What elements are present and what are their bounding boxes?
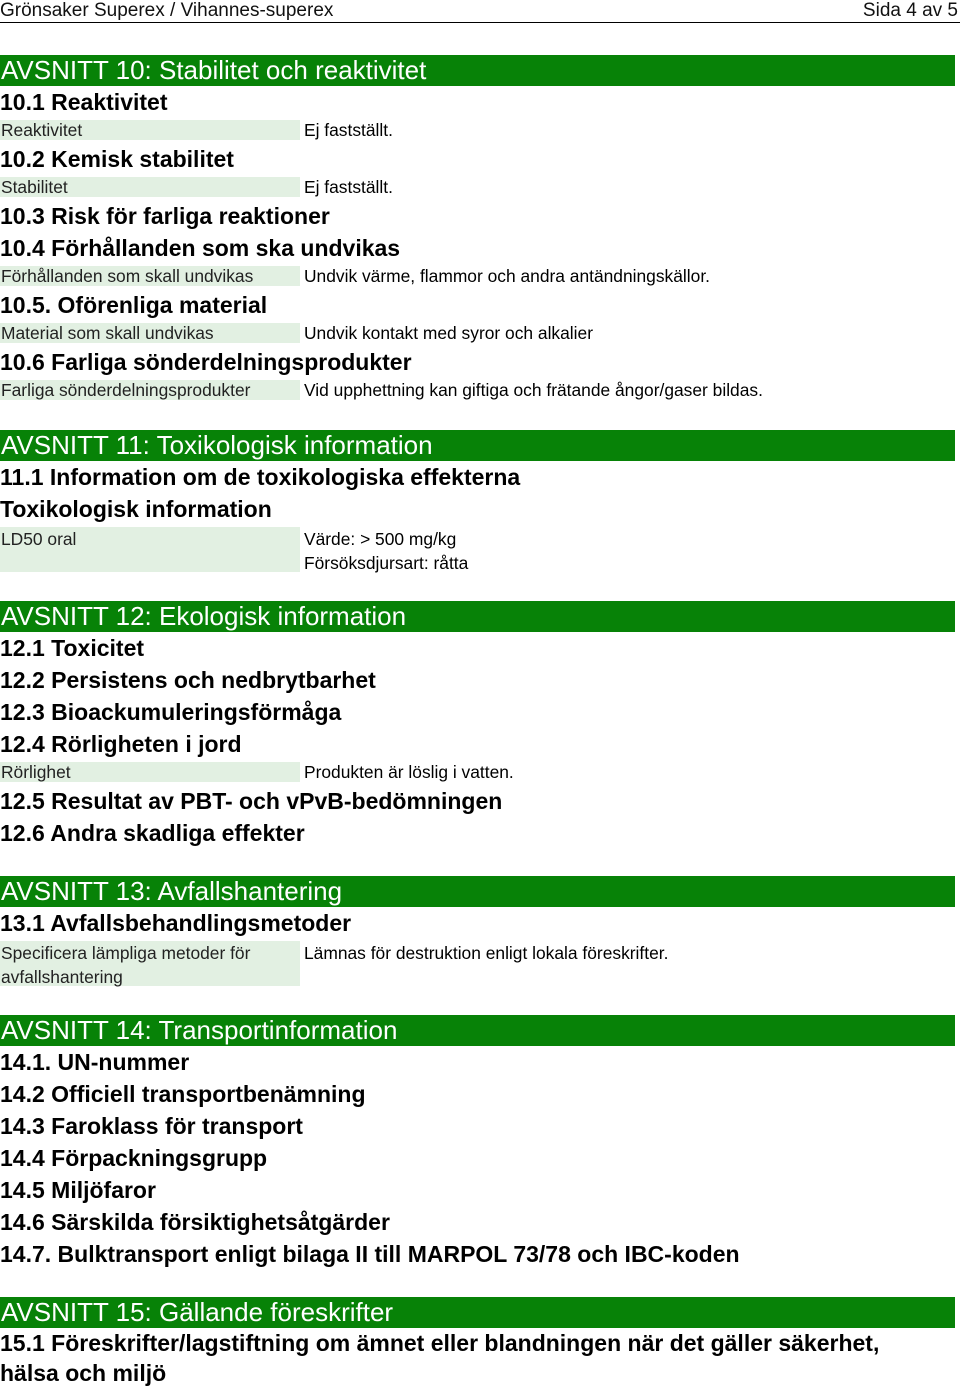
property-row [0, 378, 960, 403]
property-row [0, 175, 960, 200]
subsection-heading: 14.7. Bulktransport enligt bilaga II till MARPOL 73/78 och IBC-koden [0, 1241, 740, 1267]
property-row [0, 264, 960, 289]
property-label: Farliga sönderdelningsprodukter [0, 380, 300, 400]
property-value: Undvik värme, flammor och andra antändningskällor. [304, 266, 710, 286]
subsection-heading: 14.5 Miljöfaror [0, 1177, 156, 1203]
subsection-heading: 10.2 Kemisk stabilitet [0, 146, 234, 172]
section-13 [0, 876, 960, 988]
subsection-heading: 14.2 Officiell transportbenämning [0, 1081, 366, 1107]
section-title-bar: AVSNITT 11: Toxikologisk information [0, 430, 955, 461]
property-label: Rörlighet [0, 762, 300, 782]
property-label: Reaktivitet [0, 120, 300, 140]
section-11 [0, 430, 960, 574]
subsection-heading: 14.1. UN-nummer [0, 1049, 190, 1075]
section-title-bar: AVSNITT 13: Avfallshantering [0, 876, 955, 907]
section-title-bar: AVSNITT 15: Gällande föreskrifter [0, 1297, 955, 1328]
property-value: Undvik kontakt med syror och alkalier [304, 323, 593, 343]
property-label: LD50 oral [0, 527, 300, 572]
property-row [0, 118, 960, 143]
subsection-heading: 15.1 Föreskrifter/lagstiftning om ämnet eller blandningen när det gäller säkerhet, hälsa och miljö [0, 1330, 880, 1386]
subsection-heading: 14.6 Särskilda försiktighetsåtgärder [0, 1209, 390, 1235]
subsection-heading: 10.3 Risk för farliga reaktioner [0, 203, 330, 229]
property-row [0, 939, 960, 988]
property-value: Vid upphettning kan giftiga och frätande ångor/gaser bildas. [304, 380, 763, 400]
property-row [0, 760, 960, 785]
subsection-heading: 10.5. Oförenliga material [0, 292, 268, 318]
subsection-heading: 12.2 Persistens och nedbrytbarhet [0, 667, 376, 693]
property-label: Material som skall undvikas [0, 323, 300, 343]
property-value [304, 525, 468, 574]
property-value: Lämnas för destruktion enligt lokala föreskrifter. [304, 943, 669, 963]
section-title-bar: AVSNITT 14: Transportinformation [0, 1015, 955, 1046]
section-title-bar: AVSNITT 12: Ekologisk information [0, 601, 955, 632]
property-value: Produkten är löslig i vatten. [304, 762, 514, 782]
subsection-heading: 10.1 Reaktivitet [0, 89, 168, 115]
subsection-heading: 10.6 Farliga sönderdelningsprodukter [0, 349, 412, 375]
subsection-heading: 14.3 Faroklass för transport [0, 1113, 303, 1139]
subsection-heading: 14.4 Förpackningsgrupp [0, 1145, 268, 1171]
property-row [0, 321, 960, 346]
property-value: Ej fastställt. [304, 120, 393, 140]
section-14 [0, 1015, 960, 1270]
document-title: Grönsaker Superex / Vihannes-superex [0, 0, 334, 21]
subsection-heading: 12.3 Bioackumuleringsförmåga [0, 699, 342, 725]
subsection-heading: 12.1 Toxicitet [0, 635, 145, 661]
subsection-heading: 12.6 Andra skadliga effekter [0, 820, 305, 846]
section-10 [0, 55, 960, 403]
property-value-line: Försöksdjursart: råtta [304, 553, 469, 573]
subsection-heading: 12.5 Resultat av PBT- och vPvB-bedömningen [0, 788, 503, 814]
property-label: Stabilitet [0, 177, 300, 197]
section-12 [0, 601, 960, 849]
property-row [0, 525, 960, 574]
subsection-heading: 11.1 Information om de toxikologiska effekterna [0, 464, 521, 490]
page-number: Sida 4 av 5 [862, 0, 958, 21]
subsection-heading: 12.4 Rörligheten i jord [0, 731, 242, 757]
property-label: Specificera lämpliga metoder för avfallshantering [0, 941, 300, 986]
subsection-heading: 13.1 Avfallsbehandlingsmetoder [0, 910, 352, 936]
section-15 [0, 1297, 960, 1388]
section-title-bar: AVSNITT 10: Stabilitet och reaktivitet [0, 55, 955, 86]
property-value-line: Värde: > 500 mg/kg [304, 529, 457, 549]
property-label: Förhållanden som skall undvikas [0, 266, 300, 286]
property-value: Ej fastställt. [304, 177, 393, 197]
subsection-heading: 10.4 Förhållanden som ska undvikas [0, 235, 401, 261]
page-header [0, 0, 960, 23]
subsection-heading: Toxikologisk information [0, 496, 272, 522]
